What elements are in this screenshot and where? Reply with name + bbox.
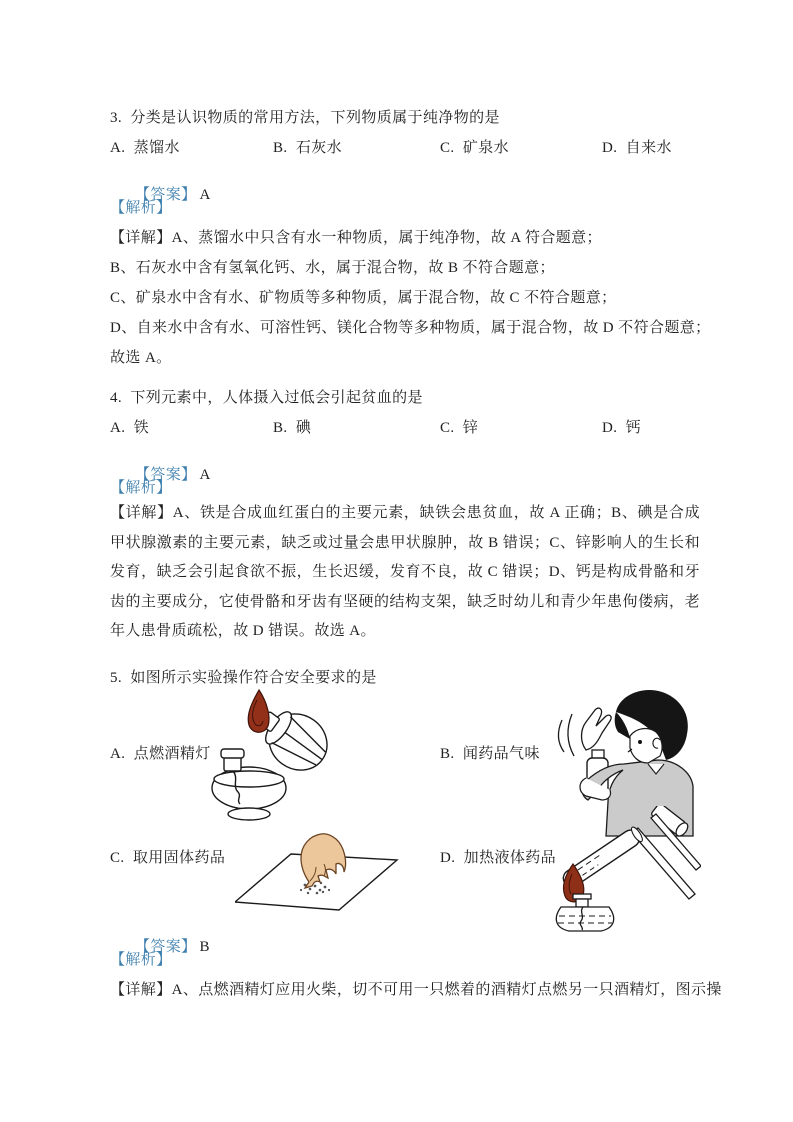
analysis-label: 【解析】 (110, 480, 172, 496)
alcohol-lamp-lighting-icon (203, 688, 343, 833)
question-5-option-c-label: C. 取用固体药品 (110, 850, 226, 866)
question-4-option-b: B. 碘 (273, 420, 312, 436)
answer-label: 【答案】 (134, 939, 197, 955)
question-4-option-d: D. 钙 (602, 420, 642, 436)
question-3-option-b: B. 石灰水 (273, 140, 343, 156)
alcohol-lamp-lighting-illustration (203, 688, 343, 833)
question-5-option-b-label: B. 闻药品气味 (440, 746, 540, 762)
question-4-answer-value: A (199, 467, 211, 483)
question-3-detail-line-1: 【详解】A、蒸馏水中只含有水一种物质，属于纯净物，故 A 符合题意； (110, 230, 602, 246)
question-3-stem: 3. 分类是认识物质的常用方法，下列物质属于纯净物的是 (110, 110, 500, 126)
answer-label: 【答案】 (134, 187, 197, 203)
question-3-detail-line-5: 故选 A。 (110, 350, 172, 366)
question-3-detail-line-3: C、矿泉水中含有水、矿物质等多种物质，属于混合物，故 C 不符合题意； (110, 290, 617, 306)
question-5-option-d-label: D. 加热液体药品 (440, 850, 557, 866)
question-5-option-a-label: A. 点燃酒精灯 (110, 746, 211, 762)
question-3-option-d: D. 自来水 (602, 140, 672, 156)
analysis-label: 【解析】 (110, 200, 172, 216)
taking-solid-chemical-illustration (235, 832, 403, 938)
taking-solid-chemical-icon (235, 832, 403, 938)
question-3-option-a: A. 蒸馏水 (110, 140, 180, 156)
question-3-detail-line-2: B、石灰水中含有氢氧化钙、水，属于混合物，故 B 不符合题意； (110, 260, 555, 276)
question-4-stem: 4. 下列元素中，人体摄入过低会引起贫血的是 (110, 390, 423, 406)
question-4-detail-paragraph: 【详解】A、铁是合成血红蛋白的主要元素，缺铁会患贫血，故 A 正确；B、碘是合成甲状腺激素的主要元素，缺乏或过量会患甲状腺肿，故 B 错误；C、锌影响人的生长和发育，缺乏会引起食欲不振，生长迟缓，发育不良，故 C 错误；D、钙是构成骨骼和牙齿的主要成分，它使骨骼和牙齿有坚硬的结构支架，缺乏时幼儿和青少年患佝偻病，老年人患骨质疏松，故 D 错误。故选 A。 (110, 505, 700, 639)
question-3-option-c: C. 矿泉水 (440, 140, 510, 156)
question-5-answer-value: B (199, 939, 210, 955)
question-3-options (110, 136, 702, 156)
answer-label: 【答案】 (134, 467, 197, 483)
question-3-detail-line-4: D、自来水中含有水、可溶性钙、镁化合物等多种物质，属于混合物，故 D 不符合题意； (110, 320, 711, 336)
question-4-option-c: C. 锌 (440, 420, 479, 436)
question-4-option-a: A. 铁 (110, 420, 150, 436)
question-4-options (110, 416, 702, 436)
question-3-answer-value: A (199, 187, 211, 203)
analysis-label: 【解析】 (110, 952, 172, 968)
heating-liquid-illustration (543, 806, 701, 936)
question-5-detail-line: 【详解】A、点燃酒精灯应用火柴，切不可用一只燃着的酒精灯点燃另一只酒精灯，图示操 (110, 982, 722, 998)
heating-liquid-icon (543, 806, 701, 936)
question-5-stem: 5. 如图所示实验操作符合安全要求的是 (110, 670, 377, 686)
